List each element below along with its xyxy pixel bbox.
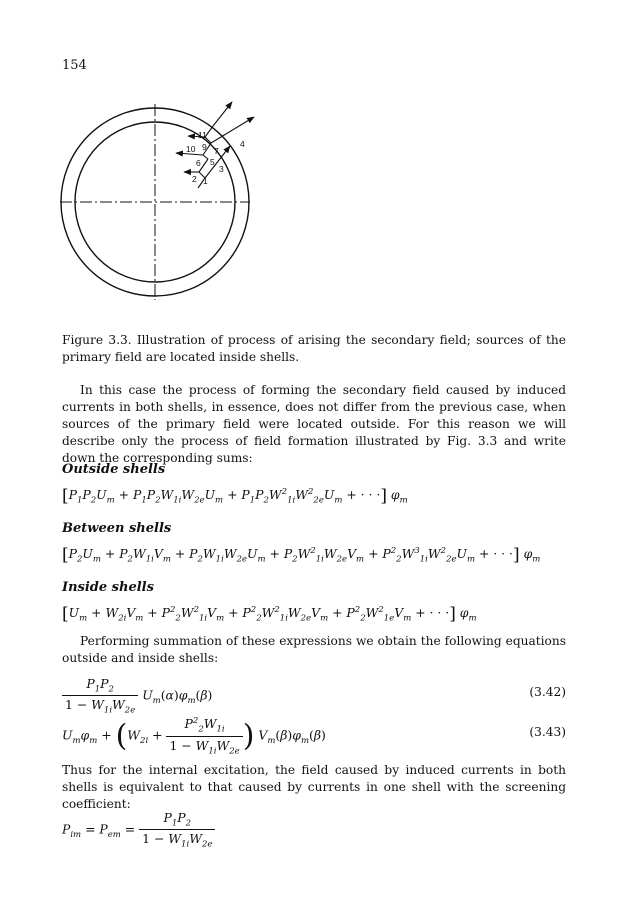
label-6: 6 [196, 158, 201, 168]
figure-caption: Figure 3.3. Illustration of process of arising the secondary field; sources of the primary field are located inside shells. [62, 333, 566, 364]
shells-figure [40, 96, 270, 306]
sum-between: [$P_2U_m + P_2W_{1i}V_m + P_2W_{1i}W_{2e}U_m + P_2W^2_{1i}W_{2e}V_m + P^2_2W^3_{1i}W^2_{2e}U_m$ + · · ·] $\varphi_m$ [62, 545, 541, 565]
label-11: 11 [198, 130, 207, 140]
label-10: 10 [186, 144, 196, 154]
equation-number-3-43: (3.43) [529, 725, 566, 739]
equation-number-3-42: (3.42) [529, 685, 566, 699]
equation-screening-coefficient: $P_{im} = P_{em}$ = $\frac{P_1P_2}{1 - W_{1i}W_{2e}}$ [62, 810, 215, 850]
label-1: 1 [203, 176, 208, 186]
label-3: 3 [219, 164, 224, 174]
label-9: 9 [202, 142, 207, 152]
label-7: 7 [214, 146, 219, 156]
paragraph-2: Performing summation of these expressions we obtain the following equations outside and inside shells: [62, 634, 566, 665]
heading-inside-shells: Inside shells [62, 580, 154, 595]
equation-3-43: $U_m\varphi_m + (W_{2i}$ + $\frac{P^2_2W_{1i}}{1 - W_{1i}W_{2e}}$ ) $V_m(\beta)\varphi_m(\beta)$ [62, 716, 326, 757]
page-number: 154 [62, 58, 87, 73]
label-2: 2 [192, 174, 197, 184]
equation-3-42: $\frac{P_1P_2}{1 - W_{1i}W_{2e}}$ $U_m(\alpha)\varphi_m(\beta)$ [62, 676, 212, 716]
label-4: 4 [240, 139, 245, 149]
heading-between-shells: Between shells [62, 521, 172, 536]
heading-outside-shells: Outside shells [62, 462, 166, 477]
sum-outside: [$P_1P_2U_m + P_1P_2W_{1i}W_{2e}U_m + P_1P_2W^2_{1i}W^2_{2e}U_m$ + · · ·] $\varphi_m$ [62, 486, 408, 506]
sum-inside: [$U_m + W_{2i}V_m + P^2_2W^2_{1i}V_m + P^2_2W^2_{1i}W_{2e}V_m + P^2_2W^2_{1e}V_m$ + · · ·] $\varphi_m$ [62, 604, 477, 624]
paragraph-3: Thus for the internal excitation, the field caused by induced currents in both shells is equivalent to that caused by currents in one shell with the screening coefficient: [62, 763, 566, 811]
label-5: 5 [210, 157, 215, 167]
paragraph-1: In this case the process of forming the secondary field caused by induced currents in both shells, in essence, does not differ from the previous case, when sources of the primary field were located outside. For this reason we will describe only the process of field formation illustrated by Fig. 3.3 and write down the corresponding sums: [62, 383, 566, 465]
